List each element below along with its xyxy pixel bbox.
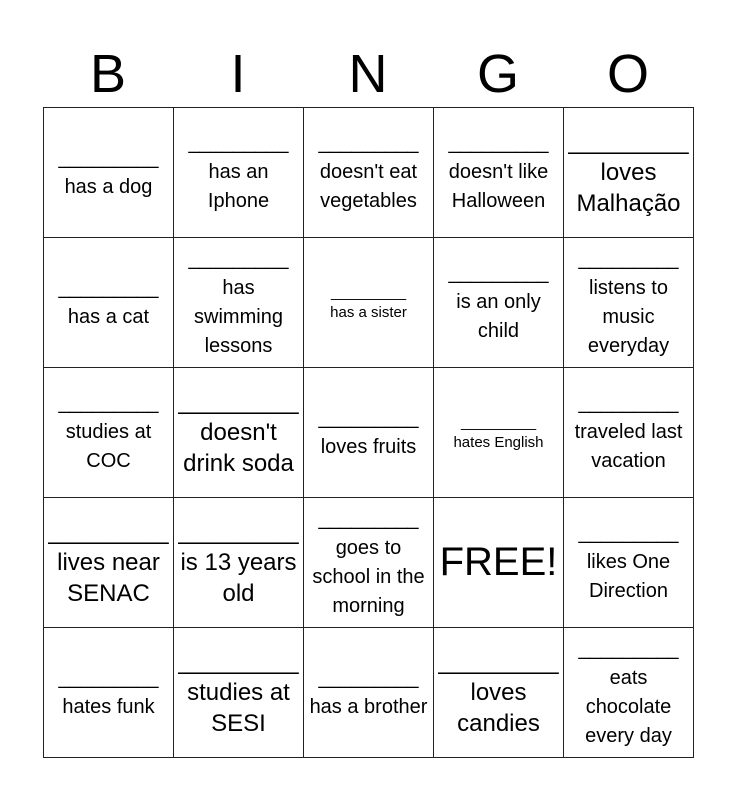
blank-line: _________ [448, 132, 549, 154]
bingo-cell [44, 108, 174, 238]
board-row [44, 368, 694, 498]
header-letter-n: N [348, 44, 388, 104]
cell-text: loves Malhação [576, 159, 681, 217]
blank-line: _________ [318, 132, 419, 154]
cell-text: has a brother [309, 695, 428, 718]
blank-line: _________ [578, 637, 679, 660]
cell-text: listens to music everyday [587, 276, 670, 357]
blank-line: _________ [578, 247, 679, 270]
blank-line: _________ [58, 276, 159, 299]
blank-line: _________ [178, 648, 299, 675]
board-row [44, 108, 694, 238]
cell-text: doesn't eat vegetables [319, 161, 418, 212]
cell-text: studies at COC [65, 421, 152, 472]
cell-text: hates English [453, 433, 544, 451]
bingo-cell [174, 628, 304, 758]
blank-line: _________ [578, 522, 679, 544]
free-space: FREE! [439, 540, 558, 584]
blank-line: _________ [318, 507, 419, 530]
blank-line: _________ [188, 132, 289, 154]
bingo-cell [44, 368, 174, 498]
cell-text: hates funk [62, 695, 155, 718]
board-row [44, 238, 694, 368]
blank-line: _________ [448, 262, 549, 284]
free-space-cell [434, 498, 564, 628]
header-letter-g: G [476, 44, 519, 104]
bingo-cell [564, 368, 694, 498]
bingo-cell [304, 628, 434, 758]
bingo-cell [44, 238, 174, 368]
cell-text: is an only child [456, 291, 541, 342]
cell-text: likes One Direction [586, 551, 671, 602]
bingo-cell [564, 238, 694, 368]
board-row [44, 628, 694, 758]
board-row [44, 498, 694, 628]
cell-text: has an Iphone [207, 161, 270, 212]
blank-line: _________ [58, 146, 159, 169]
blank-line: _________ [58, 392, 159, 414]
bingo-cell [564, 498, 694, 628]
blank-line: _________ [178, 388, 299, 415]
cell-text: has a cat [67, 305, 150, 328]
cell-text: loves candies [457, 679, 540, 737]
cell-text: eats chocolate every day [585, 666, 672, 747]
blank-line: _________ [318, 666, 419, 689]
bingo-cell [434, 238, 564, 368]
blank-line: _________ [568, 128, 689, 155]
blank-line: _________ [58, 666, 159, 689]
cell-text: has a sister [330, 303, 407, 321]
bingo-cell [304, 108, 434, 238]
bingo-cell [434, 368, 564, 498]
cell-text: doesn't drink soda [183, 419, 294, 477]
bingo-cell [564, 628, 694, 758]
bingo-cell [44, 628, 174, 758]
bingo-header [43, 40, 693, 108]
cell-text: doesn't like Halloween [448, 161, 549, 212]
header-letter-b: B [89, 44, 127, 104]
cell-text: studies at SESI [187, 679, 290, 737]
blank-line: _________ [318, 406, 419, 429]
bingo-cell [174, 498, 304, 628]
bingo-cell [304, 368, 434, 498]
bingo-cell [304, 498, 434, 628]
header-letter-i: I [230, 44, 246, 104]
cell-text: is 13 years old [180, 549, 297, 607]
bingo-cell [434, 108, 564, 238]
blank-line: _________ [460, 413, 537, 431]
blank-line: _________ [48, 518, 169, 545]
blank-line: _________ [188, 247, 289, 270]
bingo-cell [174, 108, 304, 238]
bingo-cell [44, 498, 174, 628]
cell-text: has swimming lessons [194, 276, 283, 357]
bingo-cell [174, 238, 304, 368]
bingo-board [43, 107, 694, 758]
cell-text: lives near SENAC [57, 549, 160, 607]
blank-line: _________ [578, 392, 679, 414]
bingo-cell [174, 368, 304, 498]
blank-line: _________ [330, 283, 407, 301]
cell-text: goes to school in the morning [312, 536, 425, 617]
cell-text: has a dog [64, 175, 153, 198]
blank-line: _________ [178, 518, 299, 545]
header-letter-o: O [606, 44, 649, 104]
blank-line: _________ [438, 648, 559, 675]
bingo-cell [434, 628, 564, 758]
bingo-cell [304, 238, 434, 368]
bingo-cell [564, 108, 694, 238]
cell-text: loves fruits [320, 435, 417, 458]
cell-text: traveled last vacation [574, 421, 683, 472]
